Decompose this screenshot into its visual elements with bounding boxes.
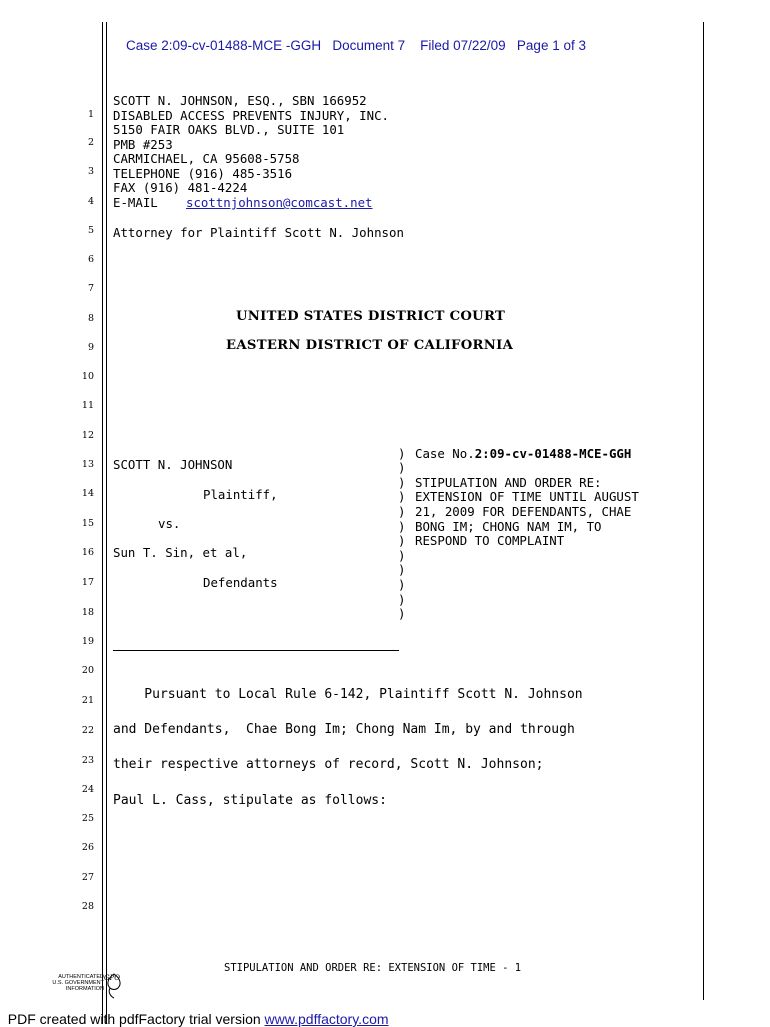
paren: ) <box>398 446 406 461</box>
case-header: Case 2:09-cv-01488-MCE -GGH Document 7 Filed 07/22/09 Page 1 of 3 <box>126 38 586 53</box>
left-margin-line-1 <box>102 22 103 1024</box>
line-number: 17 <box>81 577 94 588</box>
page-footer-title: STIPULATION AND ORDER RE: EXTENSION OF TIME - 1 <box>224 962 522 974</box>
line-number: 3 <box>87 166 94 177</box>
line-number: 6 <box>87 254 94 265</box>
line-number: 19 <box>81 636 94 647</box>
paren: ) <box>398 489 406 504</box>
court-name: UNITED STATES DISTRICT COURT <box>236 309 506 324</box>
line-number: 9 <box>87 342 94 353</box>
line-number: 22 <box>81 725 94 736</box>
seal-line: U.S. GOVERNMENT <box>52 980 104 986</box>
attorney-line: SCOTT N. JOHNSON, ESQ., SBN 166952 <box>113 93 367 108</box>
body-line: and Defendants, Chae Bong Im; Chong Nam Im, by and through <box>113 722 575 737</box>
line-number: 24 <box>81 784 94 795</box>
document-title-line: RESPOND TO COMPLAINT <box>415 533 565 548</box>
versus: vs. <box>158 516 181 531</box>
paren: ) <box>398 475 406 490</box>
line-number: 27 <box>81 872 94 883</box>
body-line: Paul L. Cass, stipulate as follows: <box>113 793 387 808</box>
line-number: 21 <box>81 695 94 706</box>
seal-mark: GPO <box>104 974 121 982</box>
case-number-line <box>415 446 631 461</box>
right-margin-line <box>703 22 704 1000</box>
line-number: 14 <box>81 488 94 499</box>
plaintiff-role: Plaintiff, <box>203 487 278 502</box>
attorney-line: TELEPHONE (916) 485-3516 <box>113 166 293 181</box>
line-number: 25 <box>81 813 94 824</box>
line-number: 7 <box>87 283 94 294</box>
watermark-link[interactable]: www.pdffactory.com <box>264 1011 389 1027</box>
email-label: E-MAIL <box>113 195 158 210</box>
line-number: 12 <box>81 430 94 441</box>
line-number: 13 <box>81 459 94 470</box>
paren: ) <box>398 577 406 592</box>
paren: ) <box>398 533 406 548</box>
line-number: 4 <box>87 196 94 207</box>
attorney-line: PMB #253 <box>113 137 173 152</box>
line-number: 15 <box>81 518 94 529</box>
line-number: 28 <box>81 901 94 912</box>
attorney-line: 5150 FAIR OAKS BLVD., SUITE 101 <box>113 122 345 137</box>
case-number: 2:09-cv-01488-MCE-GGH <box>474 446 632 461</box>
attorney-line: DISABLED ACCESS PREVENTS INJURY, INC. <box>113 108 390 123</box>
paren: ) <box>398 606 406 621</box>
watermark-prefix: PDF created with pdfFactory trial version <box>7 1011 265 1027</box>
document-title-line: BONG IM; CHONG NAM IM, TO <box>415 519 602 534</box>
paren: ) <box>398 519 406 534</box>
line-number: 8 <box>87 313 94 324</box>
line-number: 11 <box>81 400 94 411</box>
line-number: 1 <box>87 109 94 120</box>
plaintiff-name: SCOTT N. JOHNSON <box>113 457 233 472</box>
seal-line: INFORMATION <box>65 986 104 992</box>
paren: ) <box>398 592 406 607</box>
document-title-line: 21, 2009 FOR DEFENDANTS, CHAE <box>415 504 632 519</box>
attorney-for: Attorney for Plaintiff Scott N. Johnson <box>113 225 404 240</box>
paren: ) <box>398 504 406 519</box>
line-number: 2 <box>87 137 94 148</box>
line-number: 20 <box>81 665 94 676</box>
line-number: 16 <box>81 547 94 558</box>
line-number: 18 <box>81 607 94 618</box>
document-title-line: STIPULATION AND ORDER RE: <box>415 475 602 490</box>
defendant-role: Defendants <box>203 575 278 590</box>
attorney-line: CARMICHAEL, CA 95608-5758 <box>113 151 300 166</box>
paren: ) <box>398 548 406 563</box>
attorney-line: FAX (916) 481-4224 <box>113 180 248 195</box>
email-link[interactable]: scottnjohnson@comcast.net <box>186 195 373 210</box>
court-district: EASTERN DISTRICT OF CALIFORNIA <box>226 338 514 353</box>
line-number: 23 <box>81 755 94 766</box>
seal-line: AUTHENTICATED <box>58 974 104 980</box>
body-line: their respective attorneys of record, Scott N. Johnson; <box>113 757 544 772</box>
left-margin-line-2 <box>106 22 107 1024</box>
pdffactory-watermark <box>0 995 389 1027</box>
document-title-line: EXTENSION OF TIME UNTIL AUGUST <box>415 489 639 504</box>
body-line: Pursuant to Local Rule 6-142, Plaintiff Scott N. Johnson <box>113 687 583 702</box>
line-number: 5 <box>87 225 94 236</box>
paren: ) <box>398 562 406 577</box>
line-number: 10 <box>81 371 94 382</box>
case-number-label: Case No. <box>415 446 475 461</box>
defendant-name: Sun T. Sin, et al, <box>113 545 248 560</box>
line-number: 26 <box>81 842 94 853</box>
paren: ) <box>398 460 406 475</box>
seal-text <box>46 974 104 992</box>
caption-divider <box>113 650 399 651</box>
